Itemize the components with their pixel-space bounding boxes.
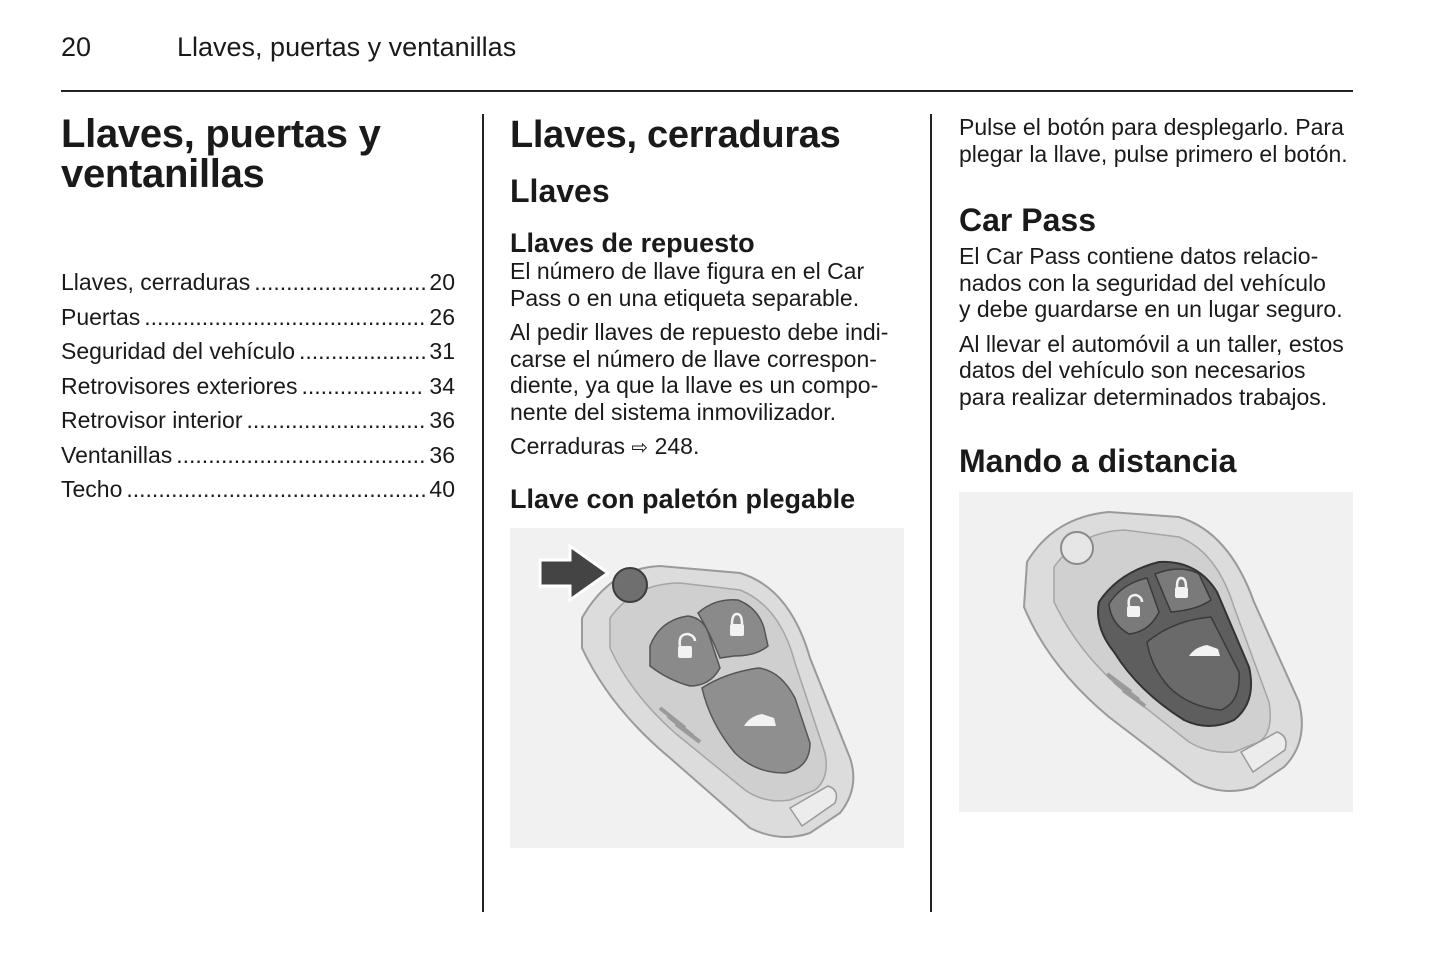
page-number: 20 (61, 32, 92, 62)
subsection-title: Llaves (510, 173, 610, 209)
folding-key-heading: Llave con paletón plegable (510, 483, 856, 514)
cross-reference-page: 248. (654, 433, 700, 459)
header-rule (61, 90, 1353, 92)
text-line: carse el número de llave correspon- (510, 345, 877, 372)
keys-column (510, 114, 904, 848)
spare-keys-paragraph-1 (510, 258, 904, 311)
text-line: Al pedir llaves de repuesto debe indi- (510, 319, 889, 345)
toc-leader (247, 403, 426, 438)
text-line: El número de llave figura en el Car (510, 258, 865, 284)
toc-entry[interactable] (61, 472, 455, 507)
remote-key-drawing (959, 492, 1353, 812)
toc-leader (126, 472, 425, 507)
page-header (61, 30, 516, 64)
toc-leader (176, 438, 425, 473)
toc-leader (144, 300, 425, 335)
text-line: para realizar determinados trabajos. (959, 383, 1328, 410)
toc-label: Ventanillas (61, 441, 173, 468)
car-pass-heading: Car Pass (959, 202, 1096, 238)
text-line: nados con la seguridad del vehículo (959, 269, 1326, 296)
lock-icon (730, 624, 744, 636)
toc-label: Seguridad del vehículo (61, 338, 295, 364)
toc-entry[interactable] (61, 438, 455, 473)
toc-leader (254, 265, 425, 300)
text-line: datos del vehículo son necesarios (959, 357, 1306, 383)
toc-page: 40 (429, 476, 455, 502)
spare-keys-heading: Llaves de repuesto (510, 228, 755, 258)
fold-release-button (613, 568, 647, 602)
column-divider-2 (930, 114, 932, 912)
toc-page: 36 (429, 407, 455, 433)
toc-page: 31 (429, 338, 455, 364)
toc-entry[interactable] (61, 334, 455, 369)
carpass-column (959, 114, 1353, 812)
toc-label: Retrovisores exteriores (61, 372, 298, 399)
unlock-icon (678, 646, 692, 658)
toc-page: 34 (429, 372, 455, 399)
running-title: Llaves, puertas y ventanillas (177, 32, 517, 62)
table-of-contents (61, 265, 455, 507)
key-fob-drawing (510, 528, 904, 848)
folding-key-illustration (510, 528, 904, 848)
remote-control-heading: Mando a distancia (959, 443, 1237, 479)
unlock-icon (1127, 606, 1140, 617)
section-title: Llaves, cerraduras (510, 114, 841, 156)
toc-page: 36 (429, 441, 455, 468)
page-reference-arrow-icon: ⇨ (631, 437, 649, 459)
toc-label: Retrovisor interior (61, 407, 243, 433)
remote-control-illustration (959, 492, 1353, 812)
text-line: nente del sistema inmovilizador. (510, 398, 836, 425)
lock-icon (1175, 587, 1188, 598)
toc-leader (301, 369, 425, 404)
car-pass-paragraph-2 (959, 331, 1353, 411)
locks-cross-reference[interactable] (510, 433, 904, 462)
toc-entry[interactable] (61, 369, 455, 404)
fold-instructions (959, 114, 1353, 167)
toc-page: 20 (429, 269, 455, 295)
toc-label: Techo (61, 476, 123, 502)
toc-entry[interactable] (61, 403, 455, 438)
toc-entry[interactable] (61, 265, 455, 300)
text-line: El Car Pass contiene datos relacio- (959, 243, 1319, 269)
chapter-title (61, 114, 455, 194)
fold-release-button (1061, 532, 1093, 564)
text-line: y debe guardarse en un lugar seguro. (959, 296, 1343, 322)
toc-entry[interactable] (61, 300, 455, 335)
cross-reference-text: Cerraduras (510, 433, 626, 459)
text-line: Pulse el botón para desplegarlo. Para (959, 114, 1344, 140)
text-line: Pass o en una etiqueta separable. (510, 284, 860, 311)
chapter-column (61, 114, 455, 507)
toc-label: Puertas (61, 303, 141, 330)
text-line: diente, ya que la llave es un compo- (510, 372, 879, 398)
chapter-title-line: ventanillas (61, 152, 265, 196)
pointer-arrow-icon (540, 546, 608, 600)
toc-leader (299, 334, 425, 369)
spare-keys-paragraph-2 (510, 319, 904, 425)
text-line: Al llevar el automóvil a un taller, estos (959, 330, 1344, 357)
text-line: plegar la llave, pulse primero el botón. (959, 140, 1348, 167)
column-divider-1 (482, 114, 484, 912)
toc-label: Llaves, cerraduras (61, 269, 251, 295)
toc-page: 26 (429, 303, 455, 330)
chapter-title-line: Llaves, puertas y (61, 112, 381, 156)
car-pass-paragraph-1 (959, 243, 1353, 323)
